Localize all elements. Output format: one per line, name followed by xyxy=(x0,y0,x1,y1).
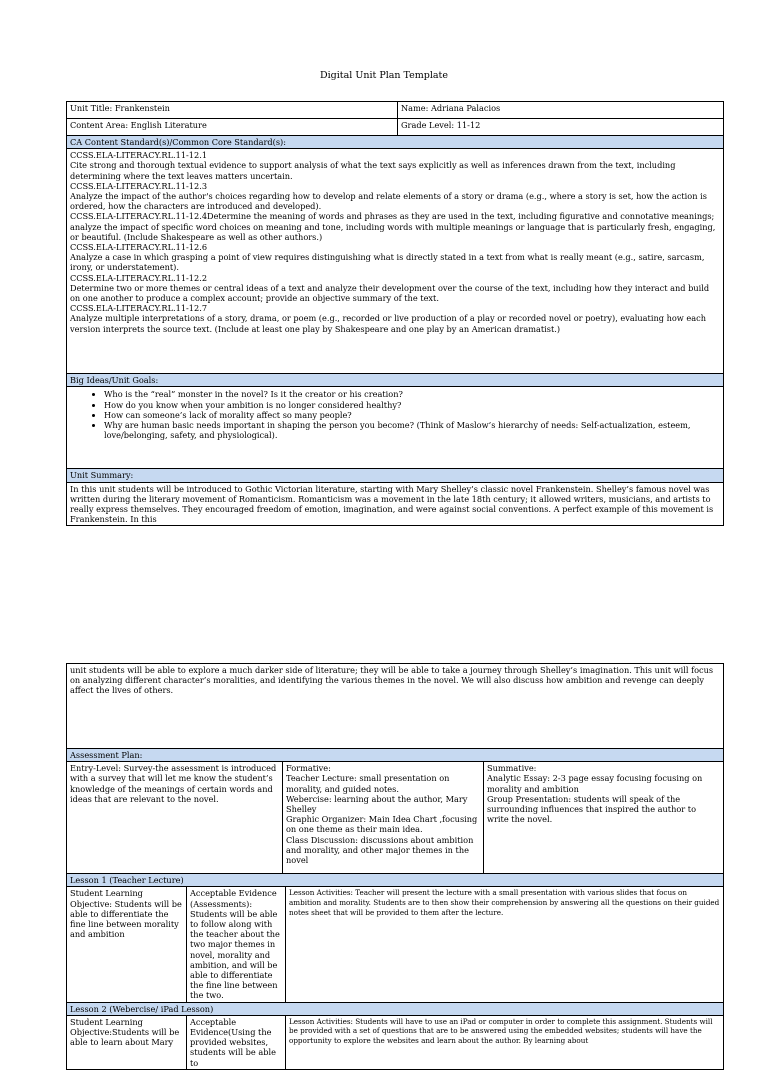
unit-plan-table-bottom xyxy=(66,663,724,1070)
lesson1-header: Lesson 1 (Teacher Lecture) xyxy=(67,874,724,887)
standard-line: Cite strong and thorough textual evidence to support analysis of what the text says explicitly as well as inferences drawn from the text, including determining where the text leaves matters uncertain. xyxy=(70,160,676,181)
standard-line: CCSS.ELA-LITERACY.RL.11-12.6 xyxy=(70,242,208,253)
standards-body xyxy=(67,149,724,374)
standard-line: Analyze the impact of the author's choices regarding how to develop and relate elements of a story or drama (e.g., where a story is set, how the action is ordered, how the characters are introduced and developed). xyxy=(70,191,707,212)
author-name: Name: Adriana Palacios xyxy=(398,102,724,119)
assessment-header: Assessment Plan: xyxy=(67,749,724,762)
lesson2-evidence: Acceptable Evidence(Using the provided websites, students will be able to xyxy=(187,1015,286,1069)
standard-line: Analyze multiple interpretations of a story, drama, or poem (e.g., recorded or live production of a play or recorded novel or poetry), evaluating how each version interprets the source text. (Include at least one play by Shakespeare and one play by an American dramatist.) xyxy=(70,313,706,334)
unit-title: Unit Title: Frankenstein xyxy=(67,102,398,119)
standard-line: CCSS.ELA-LITERACY.RL.11-12.1 xyxy=(70,150,208,161)
summative-label: Summative: xyxy=(487,763,537,774)
summative-item: Group Presentation: students will speak of the surrounding influences that inspired the author to write the novel. xyxy=(487,793,697,825)
big-idea-item: • How do you know when your ambition is no longer considered healthy? xyxy=(104,400,720,410)
entry-level-assessment: Entry-Level: Survey-the assessment is introduced with a survey that will let me know the student’s knowledge of the meanings of certain words and ideas that are relevant to the novel. xyxy=(67,762,283,874)
document-title: Digital Unit Plan Template xyxy=(320,70,448,81)
formative-item: Graphic Organizer: Main Idea Chart ,focusing on one theme as their main idea. xyxy=(286,814,478,835)
grade-level: Grade Level: 11-12 xyxy=(398,119,724,136)
formative-assessment xyxy=(283,762,484,874)
unit-summary-part1: In this unit students will be introduced to Gothic Victorian literature, starting with Mary Shelley’s classic novel Frankenstein. Shelley’s famous novel was written during the literary movement of Romanticism. Romanticism was a movement in the late 18th century; it allowed writers, musicians, and artists to really express themselves. They encouraged freedom of emotion, imagination, and were against social conventions. A perfect example of this movement is Frankenstein. In this xyxy=(67,482,724,526)
standard-line: CCSS.ELA-LITERACY.RL.11-12.4Determine the meaning of words and phrases as they are used in the text, including figurative and connotative meanings; analyze the impact of specific word choices on meaning and tone, including words with multiple meanings or language that is particularly fresh, engaging, or beautiful. (Include Shakespeare as well as other authors.) xyxy=(70,211,716,242)
standard-line: CCSS.ELA-LITERACY.RL.11-12.2 xyxy=(70,272,208,283)
content-area: Content Area: English Literature xyxy=(67,119,398,136)
big-idea-item: • Why are human basic needs important in shaping the person you become? (Think of Maslow’s hierarchy of needs: Self-actualization, esteem, love/belonging, safety, and physiological). xyxy=(104,420,720,440)
lesson2-activities: Lesson Activities: Students will have to use an iPad or computer in order to complete this assignment. Students will be provided with a set of questions that are to be answered using the embedded websites; students will have the opportunity to explore the websites and learn about the author. By learning about xyxy=(286,1015,724,1069)
standard-line: Analyze a case in which grasping a point of view requires distinguishing what is directly stated in a text from what is really meant (e.g., satire, sarcasm, irony, or understatement). xyxy=(70,252,705,273)
standard-line: CCSS.ELA-LITERACY.RL.11-12.7 xyxy=(70,303,208,314)
standards-header: CA Content Standard(s)/Common Core Standard(s): xyxy=(67,136,724,149)
lesson2-header: Lesson 2 (Webercise/ iPad Lesson) xyxy=(67,1002,724,1015)
big-idea-item: • Who is the “real” monster in the novel? Is it the creator or his creation? xyxy=(104,389,720,399)
summative-assessment xyxy=(484,762,724,874)
standard-line: CCSS.ELA-LITERACY.RL.11-12.3 xyxy=(70,180,208,191)
big-idea-item: • How can someone’s lack of morality affect so many people? xyxy=(104,410,720,420)
unit-summary-part2: unit students will be able to explore a much darker side of literature; they will be able to take a journey through Shelley’s imagination. This unit will focus on analyzing different character’s moralities, and identifying the various themes in the novel. We will also discuss how ambition and revenge can deeply affect the lives of others. xyxy=(67,664,724,749)
summative-item: Analytic Essay: 2-3 page essay focusing focusing on morality and ambition xyxy=(487,773,703,794)
lesson1-activities: Lesson Activities: Teacher will present the lecture with a small presentation with various slides that focus on ambition and morality. Students are to then show their comprehension by answering all the questions on their guided notes sheet that will be provided to them after the lecture. xyxy=(286,887,724,1002)
lesson1-evidence: Acceptable Evidence (Assessments): Students will be able to follow along with the teacher about the two major themes in novel, morality and ambition, and will be able to differentiate the fine line between the two. xyxy=(187,887,286,1002)
formative-item: Webercise: learning about the author, Mary Shelley xyxy=(286,793,468,815)
unit-summary-header: Unit Summary: xyxy=(67,469,724,482)
formative-item: Class Discussion: discussions about ambition and morality, and other major themes in the novel xyxy=(286,834,474,866)
big-ideas-list xyxy=(70,389,720,440)
big-ideas-header: Big Ideas/Unit Goals: xyxy=(67,374,724,387)
big-ideas-body xyxy=(67,387,724,469)
standard-line: Determine two or more themes or central ideas of a text and analyze their development over the course of the text, including how they interact and build on one another to produce a complex account; provide an objective summary of the text. xyxy=(70,282,710,304)
formative-item: Teacher Lecture: small presentation on morality, and guided notes. xyxy=(286,773,450,794)
lesson1-objective: Student Learning Objective: Students will be able to differentiate the fine line between morality and ambition xyxy=(67,887,187,1002)
lesson2-objective: Student Learning Objective:Students will be able to learn about Mary xyxy=(67,1015,187,1069)
formative-label: Formative: xyxy=(286,763,331,774)
unit-plan-table-top xyxy=(66,101,724,526)
